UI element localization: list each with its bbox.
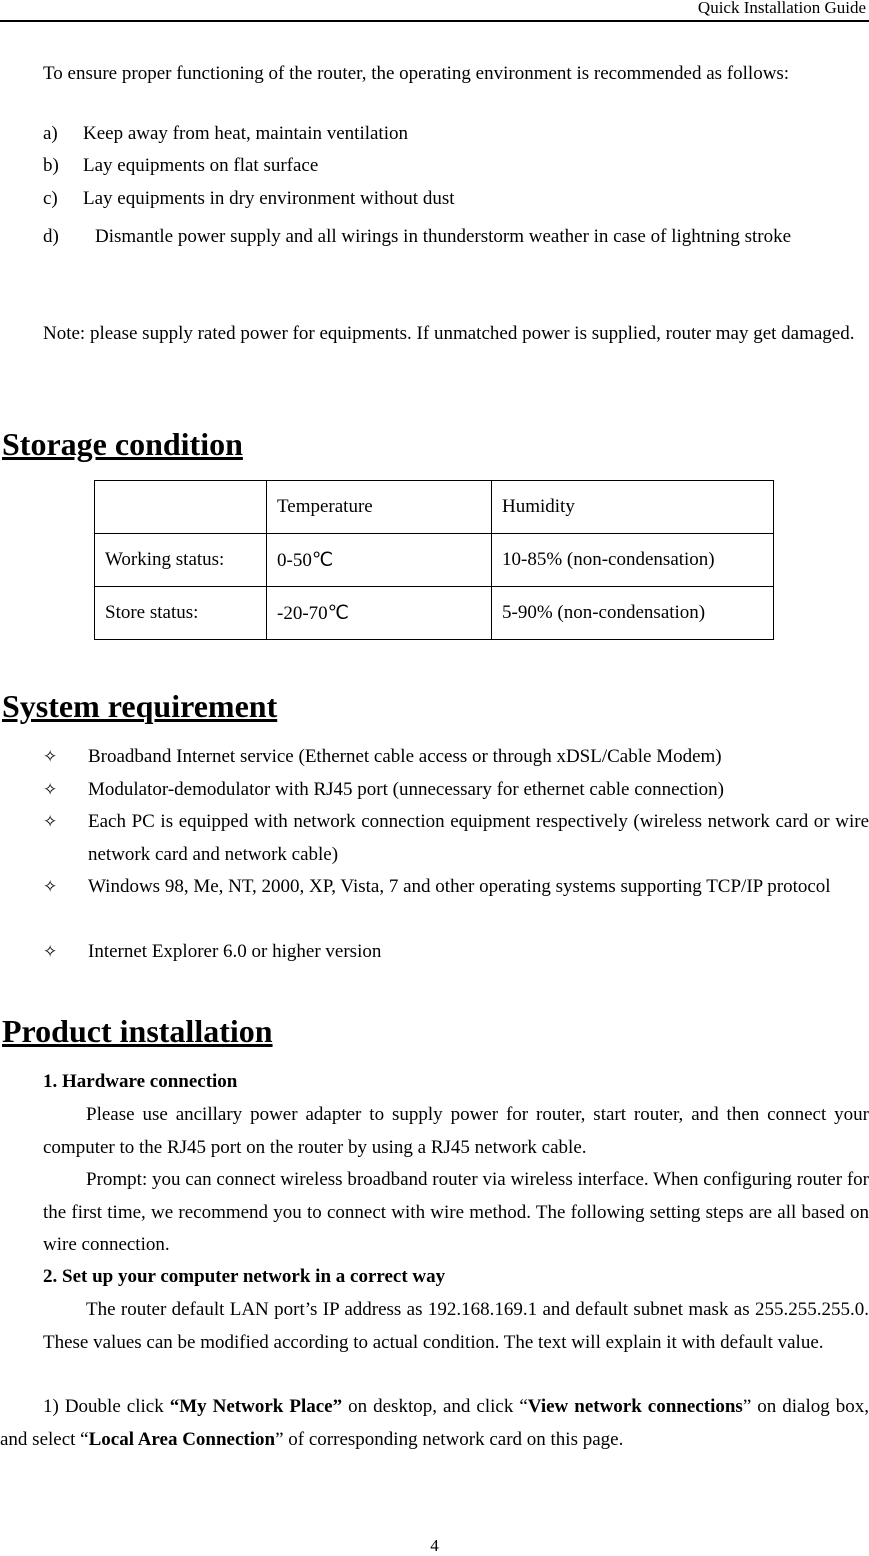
list-marker: c) (43, 188, 58, 209)
diamond-star-icon: ✧ (43, 780, 58, 800)
step2-instruction-paragraph (0, 1391, 869, 1456)
instruction-text: 1) Double click (43, 1396, 170, 1417)
step2-title: 2. Set up your computer network in a correct way (43, 1266, 446, 1287)
list-text: Each PC is equipped with network connection equipment respectively (wireless network card or wire network card and network cable) (88, 811, 869, 865)
step1-paragraph: Please use ancillary power adapter to supply power for router, start router, and then connect your computer to the RJ45 port on the router by using a RJ45 network cable. (43, 1104, 869, 1158)
storage-table (94, 480, 774, 640)
list-text: Dismantle power supply and all wirings in thunderstorm weather in case of lightning stroke (95, 226, 791, 247)
header-title: Quick Installation Guide (697, 0, 866, 17)
list-text: Keep away from heat, maintain ventilation (83, 123, 408, 144)
table-cell: Working status: (95, 534, 267, 587)
step1-title: 1. Hardware connection (43, 1071, 238, 1092)
diamond-star-icon: ✧ (43, 747, 58, 767)
page-number: 4 (430, 1536, 439, 1555)
table-header-cell (95, 481, 267, 534)
intro-paragraph: To ensure proper functioning of the router, the operating environment is recommended as follows: (43, 63, 790, 84)
system-heading: System requirement (2, 688, 278, 724)
instruction-bold-text: “My Network Place” (169, 1396, 343, 1417)
instruction-bold-text: View network connections (527, 1396, 743, 1417)
install-heading: Product installation (2, 1013, 273, 1049)
list-text: Modulator-demodulator with RJ45 port (unnecessary for ethernet cable connection) (88, 779, 724, 800)
storage-heading: Storage condition (2, 426, 243, 462)
table-cell: 5-90% (non-condensation) (492, 587, 774, 640)
diamond-star-icon: ✧ (43, 942, 58, 962)
diamond-star-icon: ✧ (43, 877, 58, 897)
list-marker: a) (43, 123, 58, 144)
list-marker: d) (43, 226, 59, 247)
list-item (43, 155, 318, 177)
instruction-text: ” on dialog box, and select “ (0, 1396, 869, 1450)
page-header (0, 0, 869, 22)
step1-prompt-paragraph: Prompt: you can connect wireless broadband router via wireless interface. When configuring router for the first time, we recommend you to connect with wire method. The following setting steps are all based on wire connection. (43, 1169, 869, 1255)
diamond-star-icon: ✧ (43, 812, 58, 832)
table-cell: 0-50℃ (267, 534, 492, 587)
list-text: Broadband Internet service (Ethernet cable access or through xDSL/Cable Modem) (88, 746, 722, 767)
table-cell: 10-85% (non-condensation) (492, 534, 774, 587)
list-marker: b) (43, 155, 59, 176)
table-header-cell: Temperature (267, 481, 492, 534)
table-row (95, 534, 774, 587)
list-item (43, 741, 869, 774)
list-item (0, 221, 869, 254)
instruction-text: ” of corresponding network card on this page. (275, 1428, 624, 1450)
list-text: Lay equipments in dry environment without dust (83, 188, 455, 209)
list-item (43, 123, 408, 145)
list-item (43, 936, 869, 969)
step2-paragraph: The router default LAN port’s IP address as 192.168.169.1 and default subnet mask as 255.255.255.0. These values can be modified according to actual condition. The text will explain it with default value. (43, 1299, 869, 1353)
table-cell: -20-70℃ (267, 587, 492, 640)
list-text: Internet Explorer 6.0 or higher version (88, 941, 382, 962)
list-text: Windows 98, Me, NT, 2000, XP, Vista, 7 and other operating systems supporting TCP/IP protocol (88, 876, 831, 897)
table-cell: Store status: (95, 587, 267, 640)
list-item (43, 871, 869, 904)
list-item (43, 774, 869, 807)
note-paragraph: Note: please supply rated power for equipments. If unmatched power is supplied, router may get damaged. (43, 323, 855, 344)
list-item (43, 806, 869, 871)
table-header-row (95, 481, 774, 534)
instruction-text: on desktop, and click “ (342, 1396, 528, 1417)
list-text: Lay equipments on flat surface (83, 155, 319, 176)
instruction-bold-text: Local Area Connection (88, 1428, 276, 1450)
table-row (95, 587, 774, 640)
list-item (43, 188, 455, 210)
table-header-cell: Humidity (492, 481, 774, 534)
